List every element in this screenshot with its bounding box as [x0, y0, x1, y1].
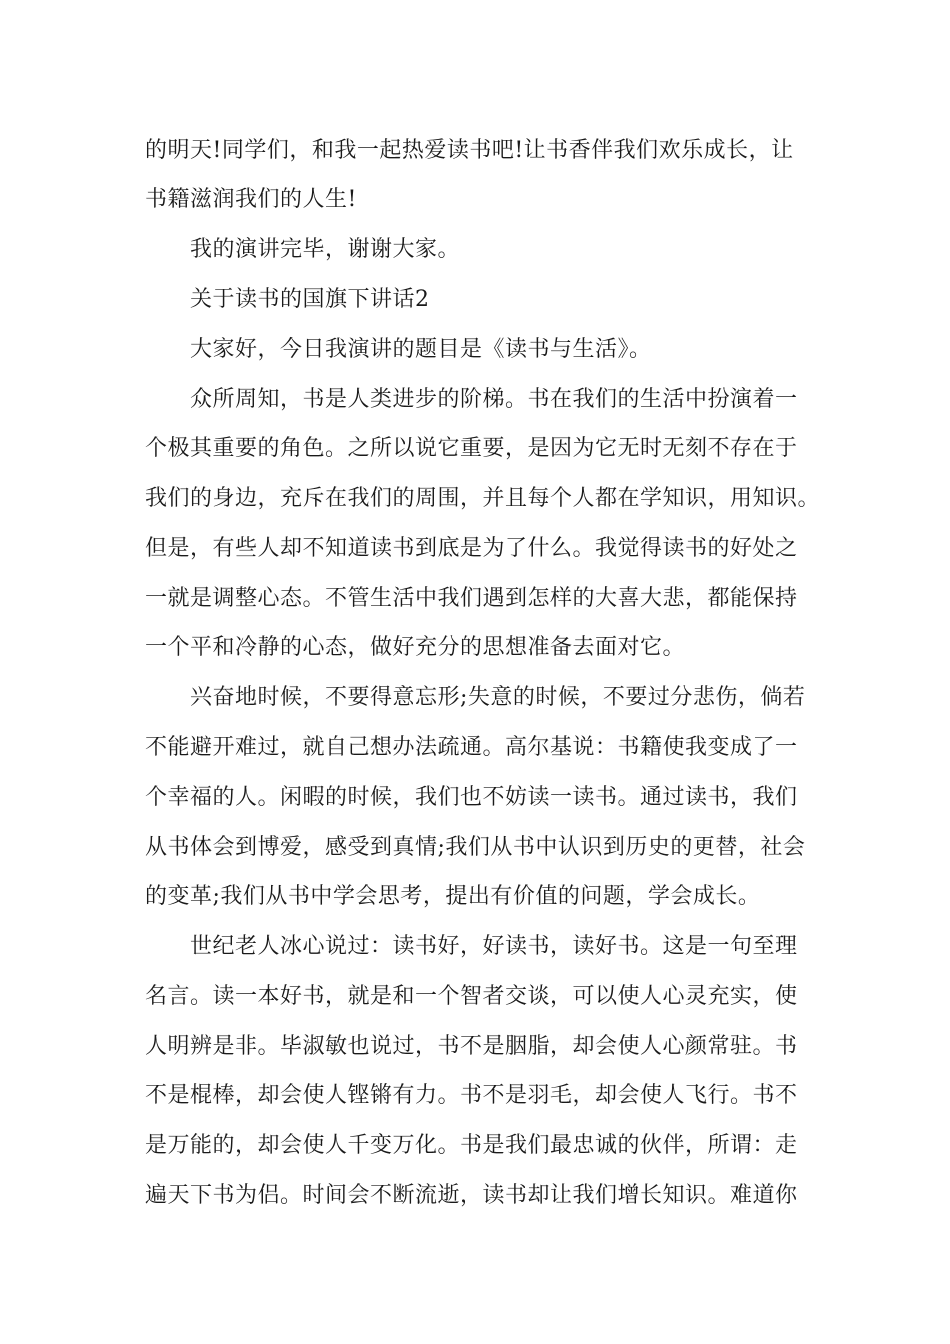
text-line-5: 大家好，今日我演讲的题目是《读书与生活》。 — [190, 337, 652, 362]
text-line-18: 名言。读一本好书，就是和一个智者交谈，可以使人心灵充实，使 — [145, 984, 798, 1009]
text-line-22: 遍天下书为侣。时间会不断流逝，读书却让我们增长知识。难道你 — [145, 1183, 798, 1208]
text-line-19: 人明辨是非。毕淑敏也说过，书不是胭脂，却会使人心颜常驻。书 — [145, 1034, 798, 1059]
text-line-21: 是万能的，却会使人千变万化。书是我们最忠诚的伙伴，所谓：走 — [145, 1133, 798, 1158]
text-line-9: 但是，有些人却不知道读书到底是为了什么。我觉得读书的好处之 — [145, 536, 798, 561]
text-line-11: 一个平和冷静的心态，做好充分的思想准备去面对它。 — [145, 635, 686, 660]
text-line-6: 众所周知，书是人类进步的阶梯。书在我们的生活中扮演着一 — [190, 387, 798, 412]
text-line-17: 世纪老人冰心说过：读书好，好读书，读好书。这是一句至理 — [190, 934, 798, 959]
text-line-16: 的变革;我们从书中学会思考，提出有价值的问题，学会成长。 — [145, 884, 761, 909]
text-line-1: 的明天!同学们，和我一起热爱读书吧!让书香伴我们欢乐成长，让 — [145, 138, 794, 163]
section-heading: 关于读书的国旗下讲话2 — [190, 287, 430, 312]
text-line-3: 我的演讲完毕，谢谢大家。 — [190, 237, 461, 262]
text-line-13: 不能避开难过，就自己想办法疏通。高尔基说：书籍使我变成了一 — [145, 735, 798, 760]
text-line-20: 不是棍棒，却会使人铿锵有力。书不是羽毛，却会使人飞行。书不 — [145, 1083, 798, 1108]
text-line-15: 从书体会到博爱，感受到真情;我们从书中认识到历史的更替，社会 — [145, 835, 806, 860]
text-line-7: 个极其重要的角色。之所以说它重要，是因为它无时无刻不存在于 — [145, 436, 798, 461]
text-line-8: 我们的身边，充斥在我们的周围，并且每个人都在学知识，用知识。 — [145, 486, 821, 511]
text-line-14: 个幸福的人。闲暇的时候，我们也不妨读一读书。通过读书，我们 — [145, 785, 798, 810]
text-line-10: 一就是调整心态。不管生活中我们遇到怎样的大喜大悲，都能保持 — [145, 586, 798, 611]
text-line-12: 兴奋地时候，不要得意忘形;失意的时候，不要过分悲伤，倘若 — [190, 685, 806, 710]
text-line-2: 书籍滋润我们的人生! — [145, 187, 357, 212]
